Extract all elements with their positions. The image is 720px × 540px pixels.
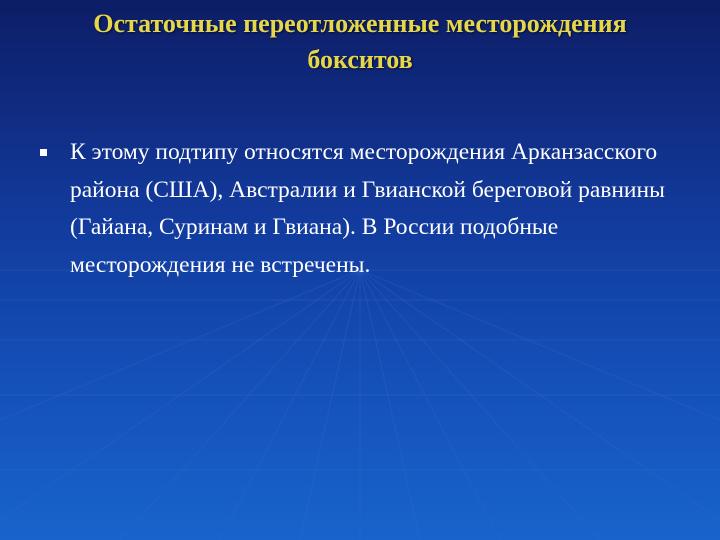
slide-title [0,6,720,78]
slide-title-line-2: бокситов [307,45,413,74]
slide-title-line-1: Остаточные переотложенные месторождения [93,9,627,38]
bullet-item [36,134,686,284]
bullet-text: К этому подтипу относятся месторождения Арканзасского района (США), Австралии и Гвианской береговой равнины (Гайана, Суринам и Гвиана). В России подобные месторождения не встречены. [70,139,665,278]
square-bullet-icon [40,149,47,156]
slide-body [36,134,686,284]
